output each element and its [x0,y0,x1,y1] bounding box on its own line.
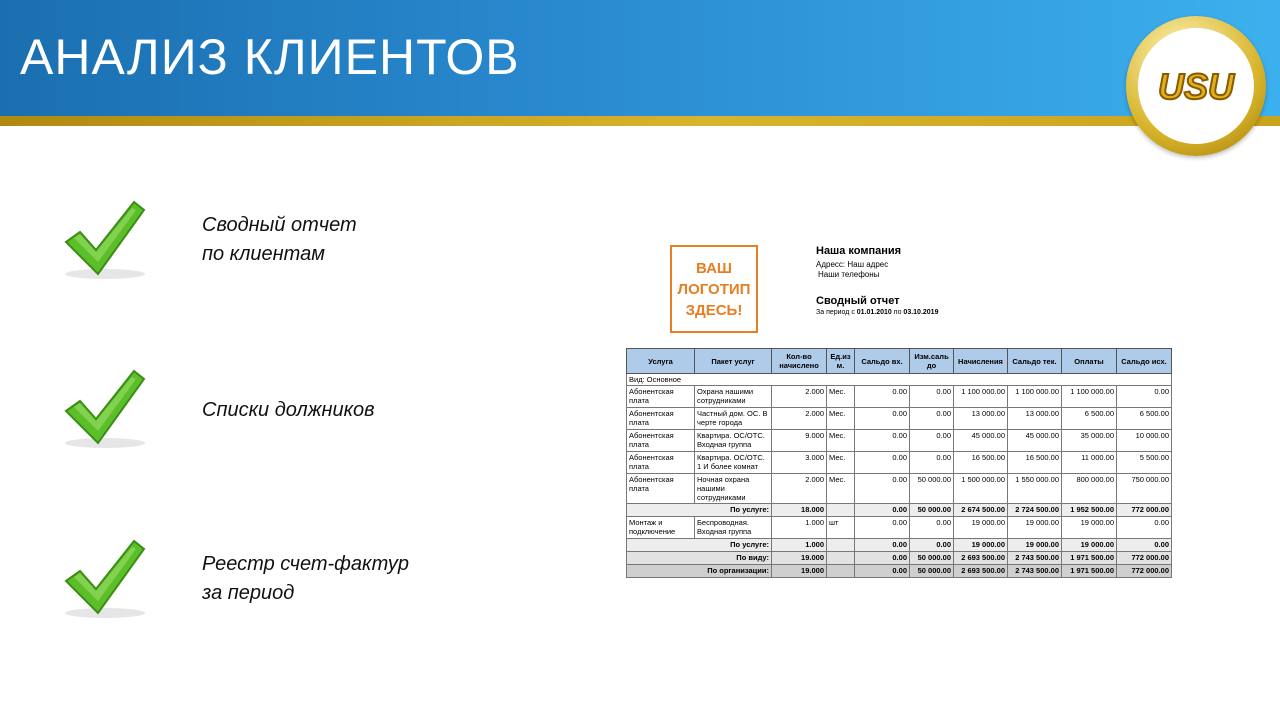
table-cell: 11 000.00 [1062,452,1117,474]
table-cell: Квартира. ОС/ОТС. Входная группа [695,430,772,452]
table-cell: 0.00 [1117,386,1172,408]
report-period-mid: по [893,309,902,316]
table-column-header: Ед.из м. [827,349,855,374]
usu-logo-inner [1138,28,1254,144]
table-cell: 0.00 [855,504,910,517]
table-column-header: Начисления [954,349,1008,374]
table-cell: Ночная охрана нашими сотрудниками [695,474,772,504]
table-cell: Квартира. ОС/ОТС. 1 И более комнат [695,452,772,474]
table-total-label: По услуге: [627,504,772,517]
report-address: Адресс: Наш адрес [816,260,889,269]
table-cell: 1 500 000.00 [954,474,1008,504]
table-cell: 1 971 500.00 [1062,552,1117,565]
table-total-row [627,552,1172,565]
table-cell: 750 000.00 [1117,474,1172,504]
checkmark-icon [60,198,150,282]
table-cell: 772 000.00 [1117,552,1172,565]
table-row [627,386,1172,408]
checklist-item-invoice-registry [202,550,409,608]
table-cell: 19 000.00 [1062,539,1117,552]
table-cell: 19 000.00 [1008,539,1062,552]
table-cell: 0.00 [910,408,954,430]
table-cell: 2.000 [772,386,827,408]
table-cell: 2.000 [772,408,827,430]
table-cell: 50 000.00 [910,474,954,504]
table-column-header: Изм.саль до [910,349,954,374]
table-cell: 19 000.00 [1062,517,1117,539]
table-cell: 2 693 500.00 [954,565,1008,578]
table-cell: 19.000 [772,552,827,565]
table-cell: шт [827,517,855,539]
report-period-to: 03.10.2019 [903,309,939,316]
table-cell: Мес. [827,408,855,430]
report-phones: Наши телефоны [818,270,880,279]
table-cell: Абонентская плата [627,474,695,504]
report-logo-placeholder [670,245,758,333]
usu-logo [1126,16,1266,156]
table-cell: 13 000.00 [954,408,1008,430]
report-period [816,309,938,316]
table-total-label: По организации: [627,565,772,578]
table-column-header: Сальдо вх. [855,349,910,374]
checkmark-icon [60,537,150,621]
checklist-item-line: по клиентам [202,243,325,265]
report-company-name: Наша компания [816,245,902,257]
table-row [627,474,1172,504]
table-cell: 800 000.00 [1062,474,1117,504]
table-cell: 16 500.00 [1008,452,1062,474]
table-row [627,408,1172,430]
table-cell: 1 971 500.00 [1062,565,1117,578]
table-cell: 35 000.00 [1062,430,1117,452]
table-cell: Мес. [827,452,855,474]
checklist-item-line: Сводный отчет [202,214,357,236]
table-cell: 2 743 500.00 [1008,552,1062,565]
table-cell: Абонентская плата [627,430,695,452]
usu-logo-text: USU [1157,66,1234,107]
table-cell: Частный дом. ОС. В черте города [695,408,772,430]
table-group-row [627,374,1172,386]
checklist-item-summary-report [202,211,357,269]
checklist-item-debtors [202,396,375,425]
table-cell: 1 100 000.00 [1062,386,1117,408]
table-cell: 0.00 [855,565,910,578]
report-logo-line: ВАШ [695,259,732,277]
table-cell: 5 500.00 [1117,452,1172,474]
table-cell: Беспроводная. Входная группа [695,517,772,539]
table-total-label: По услуге: [627,539,772,552]
table-cell: 0.00 [855,430,910,452]
table-cell: 19 000.00 [954,517,1008,539]
report-title: Сводный отчет [816,295,900,307]
table-cell: 45 000.00 [1008,430,1062,452]
table-column-header: Сальдо тек. [1008,349,1062,374]
checklist-item-line: за период [202,582,295,604]
table-cell: 0.00 [855,517,910,539]
table-cell: 2 724 500.00 [1008,504,1062,517]
table-cell: 19.000 [772,565,827,578]
report-period-prefix: За период с [816,309,855,316]
table-total-label: По виду: [627,552,772,565]
checkmark-icon [60,367,150,451]
table-row [627,452,1172,474]
table-cell: 3.000 [772,452,827,474]
table-cell: 1 550 000.00 [1008,474,1062,504]
table-cell: 18.000 [772,504,827,517]
table-cell: 1 100 000.00 [1008,386,1062,408]
table-cell: 0.00 [1117,539,1172,552]
table-cell: 1 100 000.00 [954,386,1008,408]
table-cell: 10 000.00 [1117,430,1172,452]
table-cell: 0.00 [855,408,910,430]
table-cell: 16 500.00 [954,452,1008,474]
table-cell: 2 693 500.00 [954,552,1008,565]
table-cell: Абонентская плата [627,408,695,430]
report-period-from: 01.01.2010 [856,309,892,316]
table-total-row [627,565,1172,578]
table-column-header: Кол-во начислено [772,349,827,374]
table-row [627,517,1172,539]
table-cell: 13 000.00 [1008,408,1062,430]
table-total-row [627,504,1172,517]
table-cell: 1.000 [772,539,827,552]
table-column-header: Оплаты [1062,349,1117,374]
table-cell [827,504,855,517]
report-table-header [627,349,1172,374]
table-cell [827,552,855,565]
table-cell: 19 000.00 [954,539,1008,552]
table-cell: Абонентская плата [627,386,695,408]
report-logo-line: ЗДЕСЬ! [685,301,743,319]
table-cell: Мес. [827,430,855,452]
report-company-contacts [816,260,888,280]
table-column-header: Пакет услуг [695,349,772,374]
table-cell: 50 000.00 [910,552,954,565]
table-cell: 0.00 [910,386,954,408]
table-row [627,430,1172,452]
table-cell: 0.00 [910,430,954,452]
table-cell: 50 000.00 [910,504,954,517]
table-cell: 0.00 [855,474,910,504]
table-cell: Мес. [827,386,855,408]
table-cell: 19 000.00 [1008,517,1062,539]
table-cell: Монтаж и подключение [627,517,695,539]
table-cell: 6 500.00 [1062,408,1117,430]
table-column-header: Сальдо исх. [1117,349,1172,374]
table-cell: 6 500.00 [1117,408,1172,430]
table-cell: 772 000.00 [1117,565,1172,578]
table-cell: Мес. [827,474,855,504]
table-cell: 0.00 [910,452,954,474]
table-cell: 2 674 500.00 [954,504,1008,517]
table-total-row [627,539,1172,552]
table-cell: 772 000.00 [1117,504,1172,517]
checklist-item-line: Реестр счет-фактур [202,553,410,575]
table-cell: 0.00 [910,539,954,552]
table-cell: 0.00 [855,386,910,408]
table-cell: 2 743 500.00 [1008,565,1062,578]
page-title: АНАЛИЗ КЛИЕНТОВ [20,29,520,85]
table-cell: 1 952 500.00 [1062,504,1117,517]
table-cell: 9.000 [772,430,827,452]
header-gold-stripe [0,116,1280,126]
table-cell [827,565,855,578]
table-cell: 1.000 [772,517,827,539]
table-cell: 45 000.00 [954,430,1008,452]
table-group-label: Вид: Основное [627,374,1172,386]
table-cell: 0.00 [855,539,910,552]
table-cell: 0.00 [855,552,910,565]
report-logo-line: ЛОГОТИП [677,280,751,298]
table-cell: 0.00 [910,517,954,539]
report-table-body [627,374,1172,578]
table-column-header: Услуга [627,349,695,374]
table-cell: 2.000 [772,474,827,504]
table-cell: Охрана нашими сотрудниками [695,386,772,408]
report-table [626,348,1172,578]
table-cell [827,539,855,552]
table-cell: 0.00 [855,452,910,474]
table-cell: 50 000.00 [910,565,954,578]
report-preview [626,240,1171,580]
table-cell: Абонентская плата [627,452,695,474]
table-cell: 0.00 [1117,517,1172,539]
checklist-item-line: Списки должников [202,399,375,421]
